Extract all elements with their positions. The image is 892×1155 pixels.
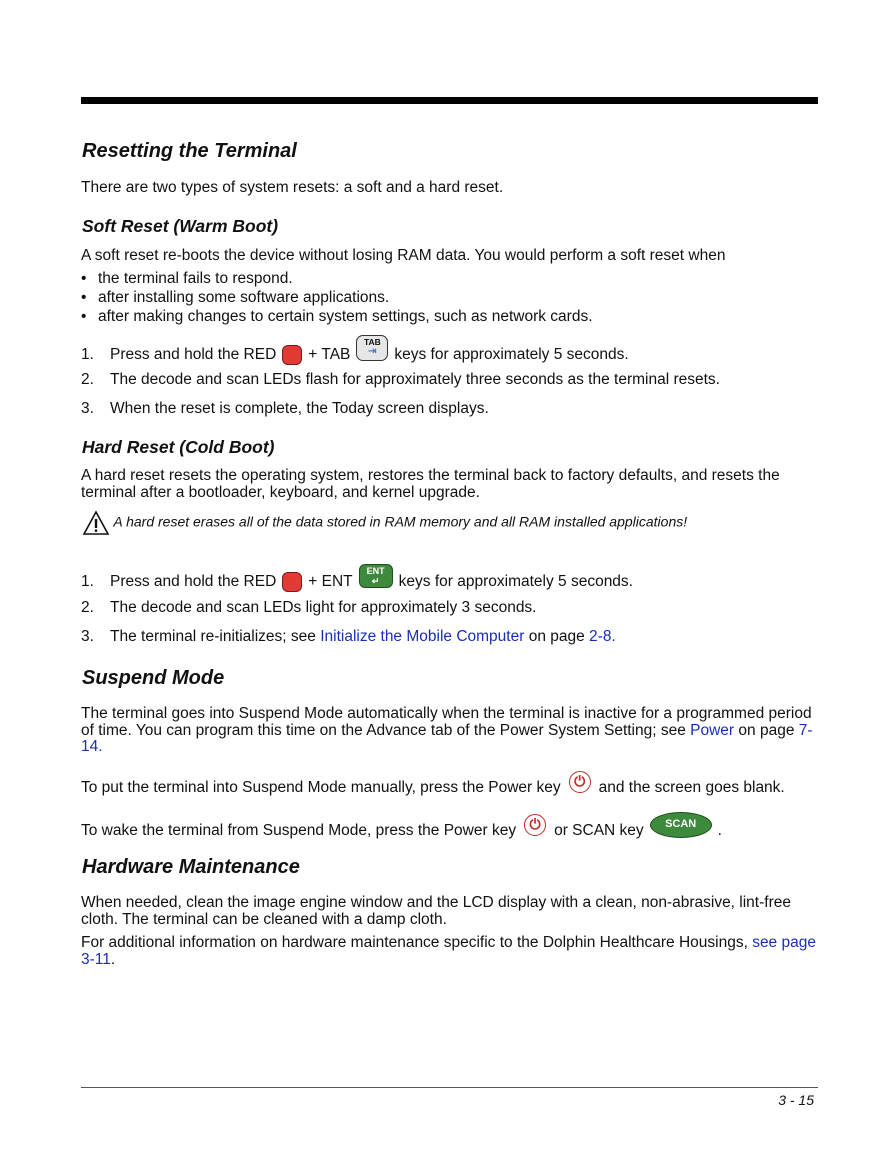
warning-triangle-icon: [82, 510, 110, 536]
hardware-paragraph-1: When needed, clean the image engine window and the LCD display with a clean, non-abrasive, lint-free cloth. The terminal can be cleaned with a damp cloth.: [81, 894, 791, 928]
soft-reset-intro: A soft reset re-boots the device without losing RAM data. You would perform a soft reset when: [81, 247, 726, 264]
soft-step-3: 3. When the reset is complete, the Today screen displays.: [81, 400, 489, 417]
power-key-icon: ⏻: [569, 771, 591, 793]
page-2-8-link[interactable]: 2-8.: [589, 628, 616, 645]
footer-rule: [81, 1087, 818, 1088]
tab-key-icon: TAB ⇥: [356, 335, 388, 361]
red-key-icon: [282, 572, 302, 592]
scan-key-icon: SCAN: [650, 812, 712, 838]
resetting-intro: There are two types of system resets: a soft and a hard reset.: [81, 179, 504, 196]
red-key-icon: [282, 345, 302, 365]
header-rule: [81, 97, 818, 104]
hard-reset-intro: A hard reset resets the operating system, restores the terminal back to factory defaults, and resets the terminal after a bootloader, keyboard, and kernel upgrade.: [81, 467, 780, 501]
soft-step-1: 1. Press and hold the RED + TABTAB ⇥ keys for approximately 5 seconds.: [81, 337, 629, 364]
list-item: • after installing some software applications.: [81, 289, 390, 306]
page-number: 3 - 15: [778, 1092, 814, 1108]
see-page-3-11-link[interactable]: see page 3-11: [81, 934, 816, 968]
warning-note: A hard reset erases all of the data stored in RAM memory and all RAM installed applications!: [82, 510, 687, 536]
suspend-paragraph-3: To wake the terminal from Suspend Mode, press the Power key ⏻ or SCAN key SCAN .: [81, 818, 722, 844]
list-item: • after making changes to certain system settings, such as network cards.: [81, 308, 593, 325]
power-link[interactable]: Power: [690, 721, 735, 739]
suspend-paragraph-1: The terminal goes into Suspend Mode automatically when the terminal is inactive for a programmed period of time. You can program this time on the Advance tab of the Power System Setting; see Power on page 7-14.: [81, 705, 813, 755]
hard-step-3: 3. The terminal re-initializes; see Initialize the Mobile Computer on page 2-8.: [81, 628, 616, 645]
subsection-title-hard-reset: Hard Reset (Cold Boot): [82, 437, 275, 457]
section-title-resetting: Resetting the Terminal: [82, 140, 297, 162]
initialize-link[interactable]: Initialize the Mobile Computer: [320, 628, 525, 645]
section-title-hardware: Hardware Maintenance: [82, 856, 300, 878]
subsection-title-soft-reset: Soft Reset (Warm Boot): [82, 216, 279, 236]
ent-key-icon: ENT ↵: [359, 564, 393, 588]
hard-step-1: 1. Press and hold the RED + ENTENT ↵ keys for approximately 5 seconds.: [81, 566, 633, 591]
power-key-icon: ⏻: [524, 814, 546, 836]
section-title-suspend: Suspend Mode: [82, 667, 225, 689]
suspend-paragraph-2: To put the terminal into Suspend Mode manually, press the Power key ⏻ and the screen goes blank.: [81, 773, 785, 797]
hardware-paragraph-2: For additional information on hardware maintenance specific to the Dolphin Healthcare Housings, see page 3-11.: [81, 934, 816, 968]
page-7-14-link[interactable]: 7-14.: [81, 721, 813, 755]
soft-step-2: 2. The decode and scan LEDs flash for approximately three seconds as the terminal resets.: [81, 371, 720, 388]
hard-step-2: 2. The decode and scan LEDs light for approximately 3 seconds.: [81, 599, 537, 616]
list-item: • the terminal fails to respond.: [81, 270, 293, 287]
